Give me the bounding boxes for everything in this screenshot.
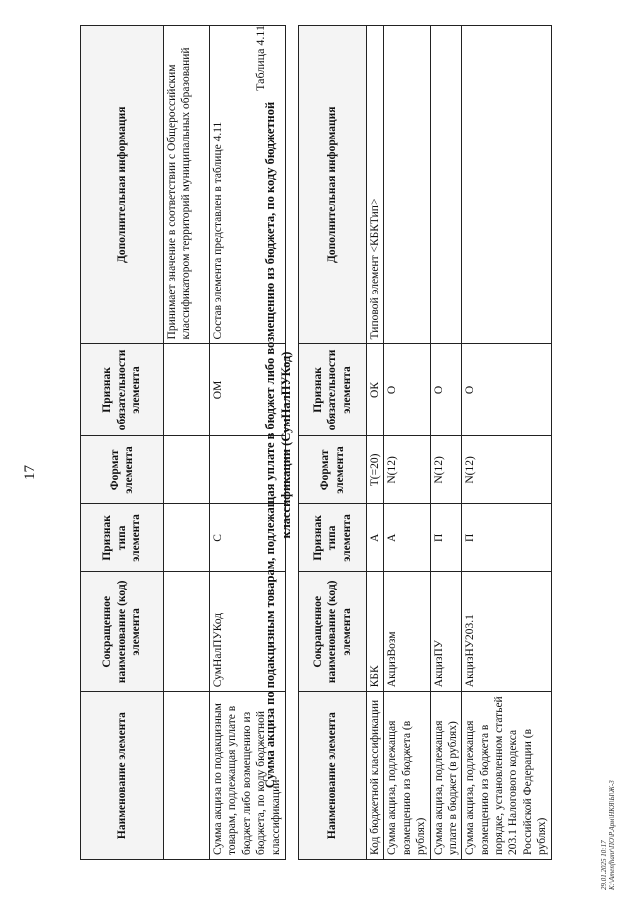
header-code: Сокращенное наименование (код) элемента (299, 572, 367, 692)
cell-format: N(12) (430, 436, 462, 504)
header-required: Признак обязательности элемента (81, 344, 164, 436)
cell-code: КБК (367, 572, 384, 692)
cell-type: П (430, 504, 462, 572)
cell-info: Принимает значение в соответствии с Общероссийским классификатором территорий муниципальных образований (164, 26, 210, 344)
cell-name: Сумма акциза, подлежащая уплате в бюджет (в рублях) (430, 692, 462, 860)
cell-format: N(12) (462, 436, 551, 504)
table-header-row (299, 26, 367, 860)
cell-required: О (384, 344, 430, 436)
cell-name: Сумма акциза по подакцизным товарам, подлежащая уплате в бюджет либо возмещению из бюджета, по коду бюджетной классификации (210, 692, 286, 860)
cell-info: Состав элемента представлен в таблице 4.11 (210, 26, 286, 344)
header-required: Признак обязательности элемента (299, 344, 367, 436)
continued-table (80, 25, 286, 860)
cell-code (164, 572, 210, 692)
cell-type: А (367, 504, 384, 572)
cell-info (430, 26, 462, 344)
header-code: Сокращенное наименование (код) элемента (81, 572, 164, 692)
header-type: Признак типа элемента (299, 504, 367, 572)
file-footer (600, 780, 617, 890)
footer-path: K:\Amenfhanr\ПО\Р.Арм\НКЯ\Ы\Ж-3 (608, 780, 617, 890)
page-number: 17 (22, 465, 38, 480)
table-header-row (81, 26, 164, 860)
cell-format: N(12) (384, 436, 430, 504)
header-format: Формат элемента (81, 436, 164, 504)
cell-required: ОК (367, 344, 384, 436)
cell-type: С (210, 504, 286, 572)
cell-code: АкцизВозм (384, 572, 430, 692)
cell-info: Типовой элемент <КБКТип> (367, 26, 384, 344)
cell-format: T(=20) (367, 436, 384, 504)
footer-date: 29.01.2025 10:17 (600, 840, 608, 890)
cell-required: О (462, 344, 551, 436)
table-row (430, 26, 462, 860)
cell-code: АкцизПУ (430, 572, 462, 692)
cell-code: АкцизНУ203.1 (462, 572, 551, 692)
cell-type (164, 504, 210, 572)
table-row (164, 26, 210, 860)
cell-required (164, 344, 210, 436)
cell-name: Сумма акциза, подлежащая возмещению из бюджета (в рублях) (384, 692, 430, 860)
cell-required: ОМ (210, 344, 286, 436)
header-name: Наименование элемента (81, 692, 164, 860)
cell-name: Код бюджетной классификации (367, 692, 384, 860)
cell-info (462, 26, 551, 344)
table-row (384, 26, 430, 860)
header-info: Дополнительная информация (81, 26, 164, 344)
table-label: Таблица 4.11 (253, 25, 267, 91)
table-row (367, 26, 384, 860)
table-4-11 (298, 25, 552, 860)
cell-name: Сумма акциза, подлежащая возмещению из бюджета в порядке, установленном статьей 203.1 Налогового кодекса Российской Федерации (в рублях) (462, 692, 551, 860)
header-format: Формат элемента (299, 436, 367, 504)
header-info: Дополнительная информация (299, 26, 367, 344)
cell-info (384, 26, 430, 344)
cell-format (164, 436, 210, 504)
header-type: Признак типа элемента (81, 504, 164, 572)
cell-code: СумНалПУКод (210, 572, 286, 692)
cell-name (164, 692, 210, 860)
table-row (462, 26, 551, 860)
cell-type: А (384, 504, 430, 572)
cell-type: П (462, 504, 551, 572)
header-name: Наименование элемента (299, 692, 367, 860)
cell-required: О (430, 344, 462, 436)
table-title: Сумма акциза по подакцизным товарам, подлежащая уплате в бюджет либо возмещению из бюджета, по коду бюджетной классификации (СумНалПУКод) (263, 101, 294, 789)
